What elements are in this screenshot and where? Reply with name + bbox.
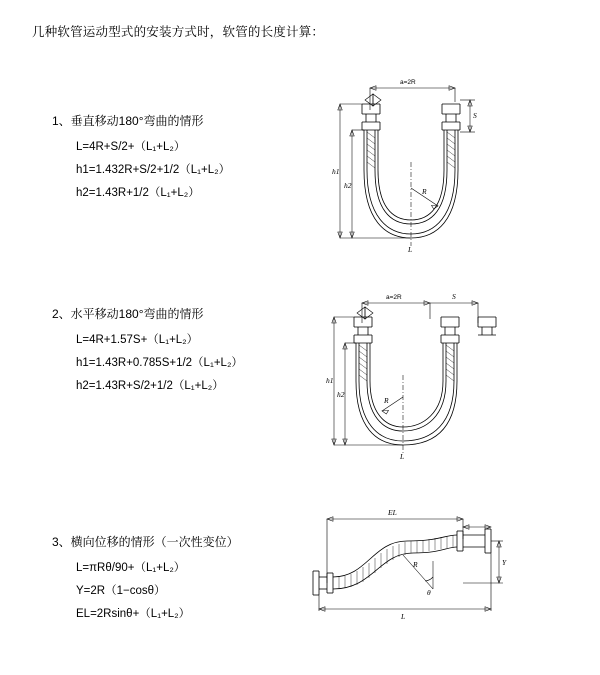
case-3-label-Y: Y [502,558,507,567]
case-1-label-h1: h1 [332,167,340,176]
case-1-formula-1: L=4R+S/2+（L₁+L₂） [76,141,186,153]
case-3-label-L: L [401,612,406,621]
case-3-label-R: R [413,560,418,569]
case-1-label-s: S [473,111,477,120]
case-3-label-theta: θ [427,588,431,597]
case-3-formula-1: L=πRθ/90+（L₁+L₂） [76,562,186,574]
case-1-figure [310,70,510,270]
case-3-formula-3: EL=2Rsinθ+（L₁+L₂） [76,608,191,620]
case-2-label-h2: h2 [337,390,345,399]
case-2-label-s: S [452,292,456,301]
case-1-label-R: R [422,187,427,196]
case-2-label-h1: h1 [326,376,334,385]
case-2-title: 2、水平移动180°弯曲的情形 [52,307,204,321]
case-2-label-a: a=2R [386,294,402,301]
case-2-label-R: R [384,396,389,405]
case-3-label-EL: EL [388,508,397,517]
case-3-block [52,533,239,628]
case-3-figure [295,505,510,635]
case-3-formula-2: Y=2R（1−cosθ） [76,585,166,597]
case-1-block [52,112,230,207]
case-2-label-L: L [400,452,405,461]
case-1-label-a: a=2R [400,79,416,86]
case-2-formula-2: h1=1.43R+0.785S+1/2（L₁+L₂） [76,357,243,369]
case-1-formula-2: h1=1.432R+S/2+1/2（L₁+L₂） [76,164,231,176]
case-2-figure [310,285,520,465]
page-title: 几种软管运动型式的安装方式时，软管的长度计算： [32,25,325,39]
case-1-label-h2: h2 [344,181,352,190]
case-2-formula-1: L=4R+1.57S+（L₁+L₂） [76,334,199,346]
case-1-formula-3: h2=1.43R+1/2（L₁+L₂） [76,187,200,199]
case-2-formula-3: h2=1.43R+S/2+1/2（L₁+L₂） [76,380,224,392]
case-2-block [52,305,243,400]
case-1-label-L: L [408,245,413,254]
case-1-title: 1、垂直移动180°弯曲的情形 [52,114,204,128]
case-3-title: 3、横向位移的情形（一次性变位） [52,535,239,549]
